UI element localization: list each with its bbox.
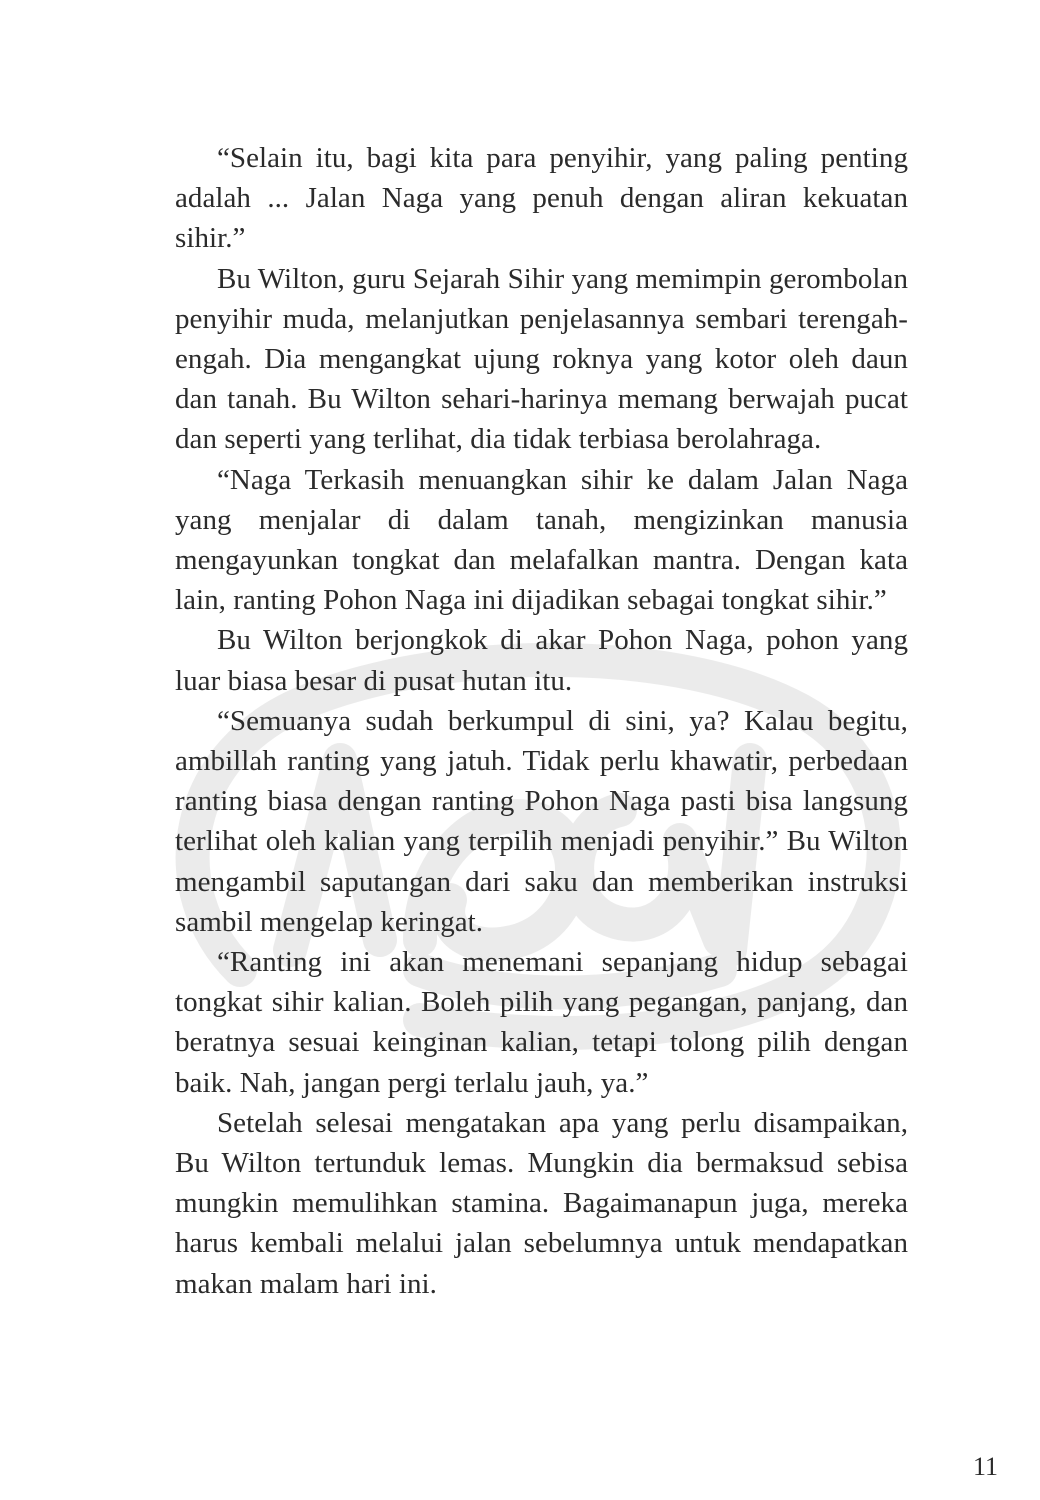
paragraph-5: “Semuanya sudah berkumpul di sini, ya? Kalau begitu, ambillah ranting yang jatuh. Tidak perlu khawatir, perbedaan ranting biasa dengan ranting Pohon Naga pasti bisa langsung terlihat oleh kalian yang terpilih menjadi penyihir.” Bu Wilton mengambil saputangan dari saku dan memberikan instruksi sambil mengelap keringat. xyxy=(175,704,908,938)
paragraph-3: “Naga Terkasih menuangkan sihir ke dalam Jalan Naga yang menjalar di dalam tanah, mengizinkan manusia mengayunkan tongkat dan melafalkan mantra. Dengan kata lain, ranting Pohon Naga ini dijadikan sebagai tongkat sihir.” xyxy=(175,463,908,617)
page-number: 11 xyxy=(972,1452,998,1481)
paragraph-1: “Selain itu, bagi kita para penyihir, yang paling penting adalah ... Jalan Naga yang penuh dengan aliran kekuatan sihir.” xyxy=(175,142,908,255)
paragraph-6: “Ranting ini akan menemani sepanjang hidup sebagai tongkat sihir kalian. Boleh pilih yang pegangan, panjang, dan beratnya sesuai keinginan kalian, tetapi tolong pilih dengan baik. Nah, jangan pergi terlalu jauh, ya.” xyxy=(175,946,908,1099)
paragraph-4: Bu Wilton berjongkok di akar Pohon Naga, pohon yang luar biasa besar di pusat hutan itu. xyxy=(175,624,908,697)
paragraph-2: Bu Wilton, guru Sejarah Sihir yang memimpin gerombolan penyihir muda, melanjutkan penjelasannya sembari terengah-engah. Dia mengangkat ujung roknya yang kotor oleh daun dan tanah. Bu Wilton sehari-harinya memang berwajah pucat dan seperti yang terlihat, dia tidak terbiasa berolahraga. xyxy=(175,262,908,456)
body-text xyxy=(175,138,908,1304)
paragraph-7: Setelah selesai mengatakan apa yang perlu disampaikan, Bu Wilton tertunduk lemas. Mungkin dia bermaksud sebisa mungkin memulihkan stamina. Bagaimanapun juga, mereka harus kembali melalui jalan sebelumnya untuk mendapatkan makan malam hari ini. xyxy=(175,1106,908,1300)
